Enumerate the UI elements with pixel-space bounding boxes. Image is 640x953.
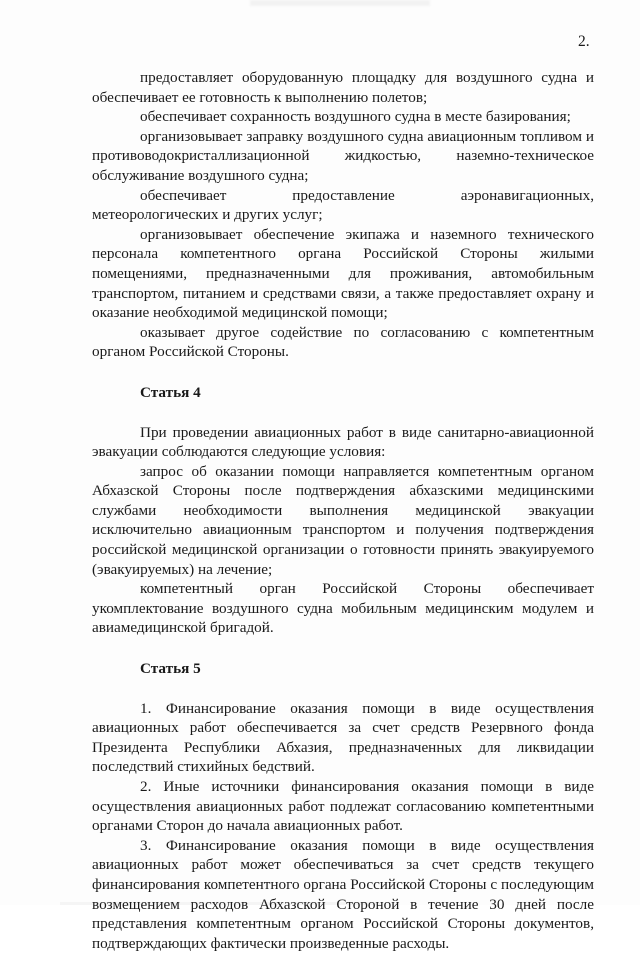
- article-5-paragraph: 3. Финансирование оказания помощи в виде осуществления авиационных работ может обеспечиваться за счет средств текущего финансирования компетентного органа Российской Стороны с последующим возмещением расходов Абхазской Стороной в течение 30 дней после представления компетентным органом Российской Стороны документов, подтверждающих фактически произведенные расходы.: [92, 836, 594, 952]
- paragraph-crew-support: организовывает обеспечение экипажа и наземного технического персонала компетентного органа Российской Стороны жилыми помещениями, предназначенными для проживания, автомобильным транспортом, питанием и средствами связи, а также предоставляет охрану и оказание необходимой медицинской помощи;: [92, 225, 594, 322]
- paragraph-ensure-safety: обеспечивает сохранность воздушного судна в месте базирования;: [140, 108, 571, 126]
- paragraph-other-assistance: оказывает другое содействие по согласованию с компетентным органом Российской Стороны.: [92, 323, 594, 361]
- article-4-paragraph: При проведении авиационных работ в виде санитарно-авиационной эвакуации соблюдаются следующие условия:: [92, 423, 594, 461]
- article-5-paragraph: 1. Финансирование оказания помощи в виде осуществления авиационных работ обеспечивается за счет средств Резервного фонда Президента Республики Абхазия, предназначенных для ликвидации последствий стихийных бедствий.: [92, 699, 594, 776]
- paragraph-organize-fueling: организовывает заправку воздушного судна авиационным топливом и противоводокристаллизационной жидкостью, наземно-техническое обслуживание воздушного судна;: [92, 127, 594, 184]
- article-4-paragraph: запрос об оказании помощи направляется компетентным органом Абхазской Стороны после подтверждения абхазскими медицинскими службами необходимости выполнения медицинской эвакуации исключительно авиационным транспортом и получения подтверждения российской медицинской организации о готовности принять эвакуируемого (эвакуируемых) на лечение;: [92, 462, 594, 578]
- article-4-heading: Статья 4: [140, 383, 201, 401]
- document-body: [92, 68, 594, 953]
- scan-artifact-top: [250, 0, 430, 6]
- page-number: 2.: [578, 33, 590, 50]
- paragraph-provide-platform: предоставляет оборудованную площадку для воздушного судна и обеспечивает ее готовность к выполнению полетов;: [92, 69, 594, 106]
- article-4-paragraph: компетентный орган Российской Стороны обеспечивает укомплектование воздушного судна мобильным медицинским модулем и авиамедицинской бригадой.: [92, 580, 594, 637]
- article-5-heading: Статья 5: [140, 660, 201, 678]
- paragraph-air-navigation-services: обеспечивает предоставление аэронавигационных, метеорологических и других услуг;: [92, 186, 594, 224]
- article-5-paragraph: 2. Иные источники финансирования оказания помощи в виде осуществления авиационных работ подлежат согласованию компетентными органами Сторон до начала авиационных работ.: [92, 778, 594, 835]
